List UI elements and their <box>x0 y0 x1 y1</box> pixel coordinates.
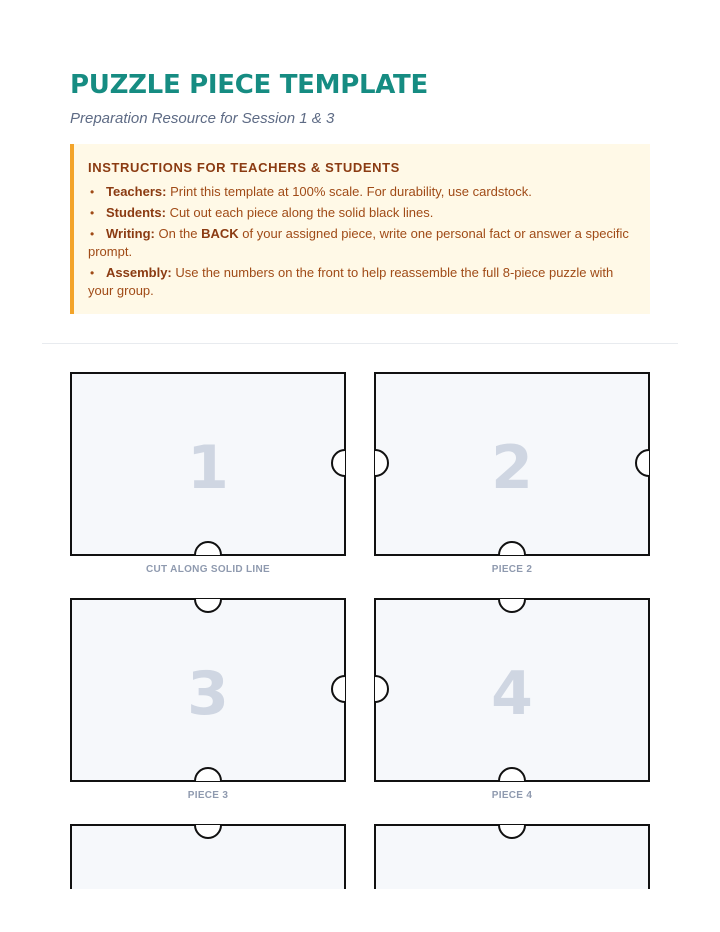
instruction-text: Use the numbers on the front to help reassemble the full 8-piece puzzle with your group. <box>88 265 614 298</box>
piece-caption-1: CUT ALONG SOLID LINE <box>146 564 270 575</box>
piece-number-1: 1 <box>187 433 229 503</box>
instruction-label: Assembly: <box>106 265 172 280</box>
instruction-text: On the <box>154 226 202 241</box>
page-subtitle: Preparation Resource for Session 1 & 3 <box>70 110 335 127</box>
instruction-label: Students: <box>106 205 166 220</box>
instruction-emphasis: BACK <box>201 226 239 241</box>
bullet-icon: • <box>90 185 95 199</box>
instruction-text: of your assigned piece, write one personal fact or answer a specific prompt. <box>88 226 629 259</box>
instruction-label: Writing: <box>106 226 155 241</box>
piece-number-4: 4 <box>491 659 533 729</box>
puzzle-piece-6 <box>375 825 649 932</box>
piece-caption-2: PIECE 2 <box>491 564 533 575</box>
instructions-title: INSTRUCTIONS FOR TEACHERS & STUDENTS <box>88 160 400 175</box>
instruction-label: Teachers: <box>106 184 167 199</box>
page-title: PUZZLE PIECE TEMPLATE <box>70 70 428 100</box>
instruction-item-assembly: • Assembly: Use the numbers on the front to help reassemble the full 8-piece puzzle with your group. <box>88 265 614 298</box>
bullet-icon: • <box>90 206 95 220</box>
piece-caption-4: PIECE 4 <box>491 790 533 801</box>
instruction-text: Cut out each piece along the solid black lines. <box>165 205 434 220</box>
instruction-item-writing: • Writing: On the BACK of your assigned piece, write one personal fact or answer a specific prompt. <box>88 226 629 259</box>
piece-caption-3: PIECE 3 <box>187 790 229 801</box>
puzzle-piece-5 <box>71 825 345 932</box>
instruction-text: Print this template at 100% scale. For durability, use cardstock. <box>166 184 532 199</box>
piece-number-2: 2 <box>491 433 533 503</box>
piece-number-3: 3 <box>187 659 229 729</box>
